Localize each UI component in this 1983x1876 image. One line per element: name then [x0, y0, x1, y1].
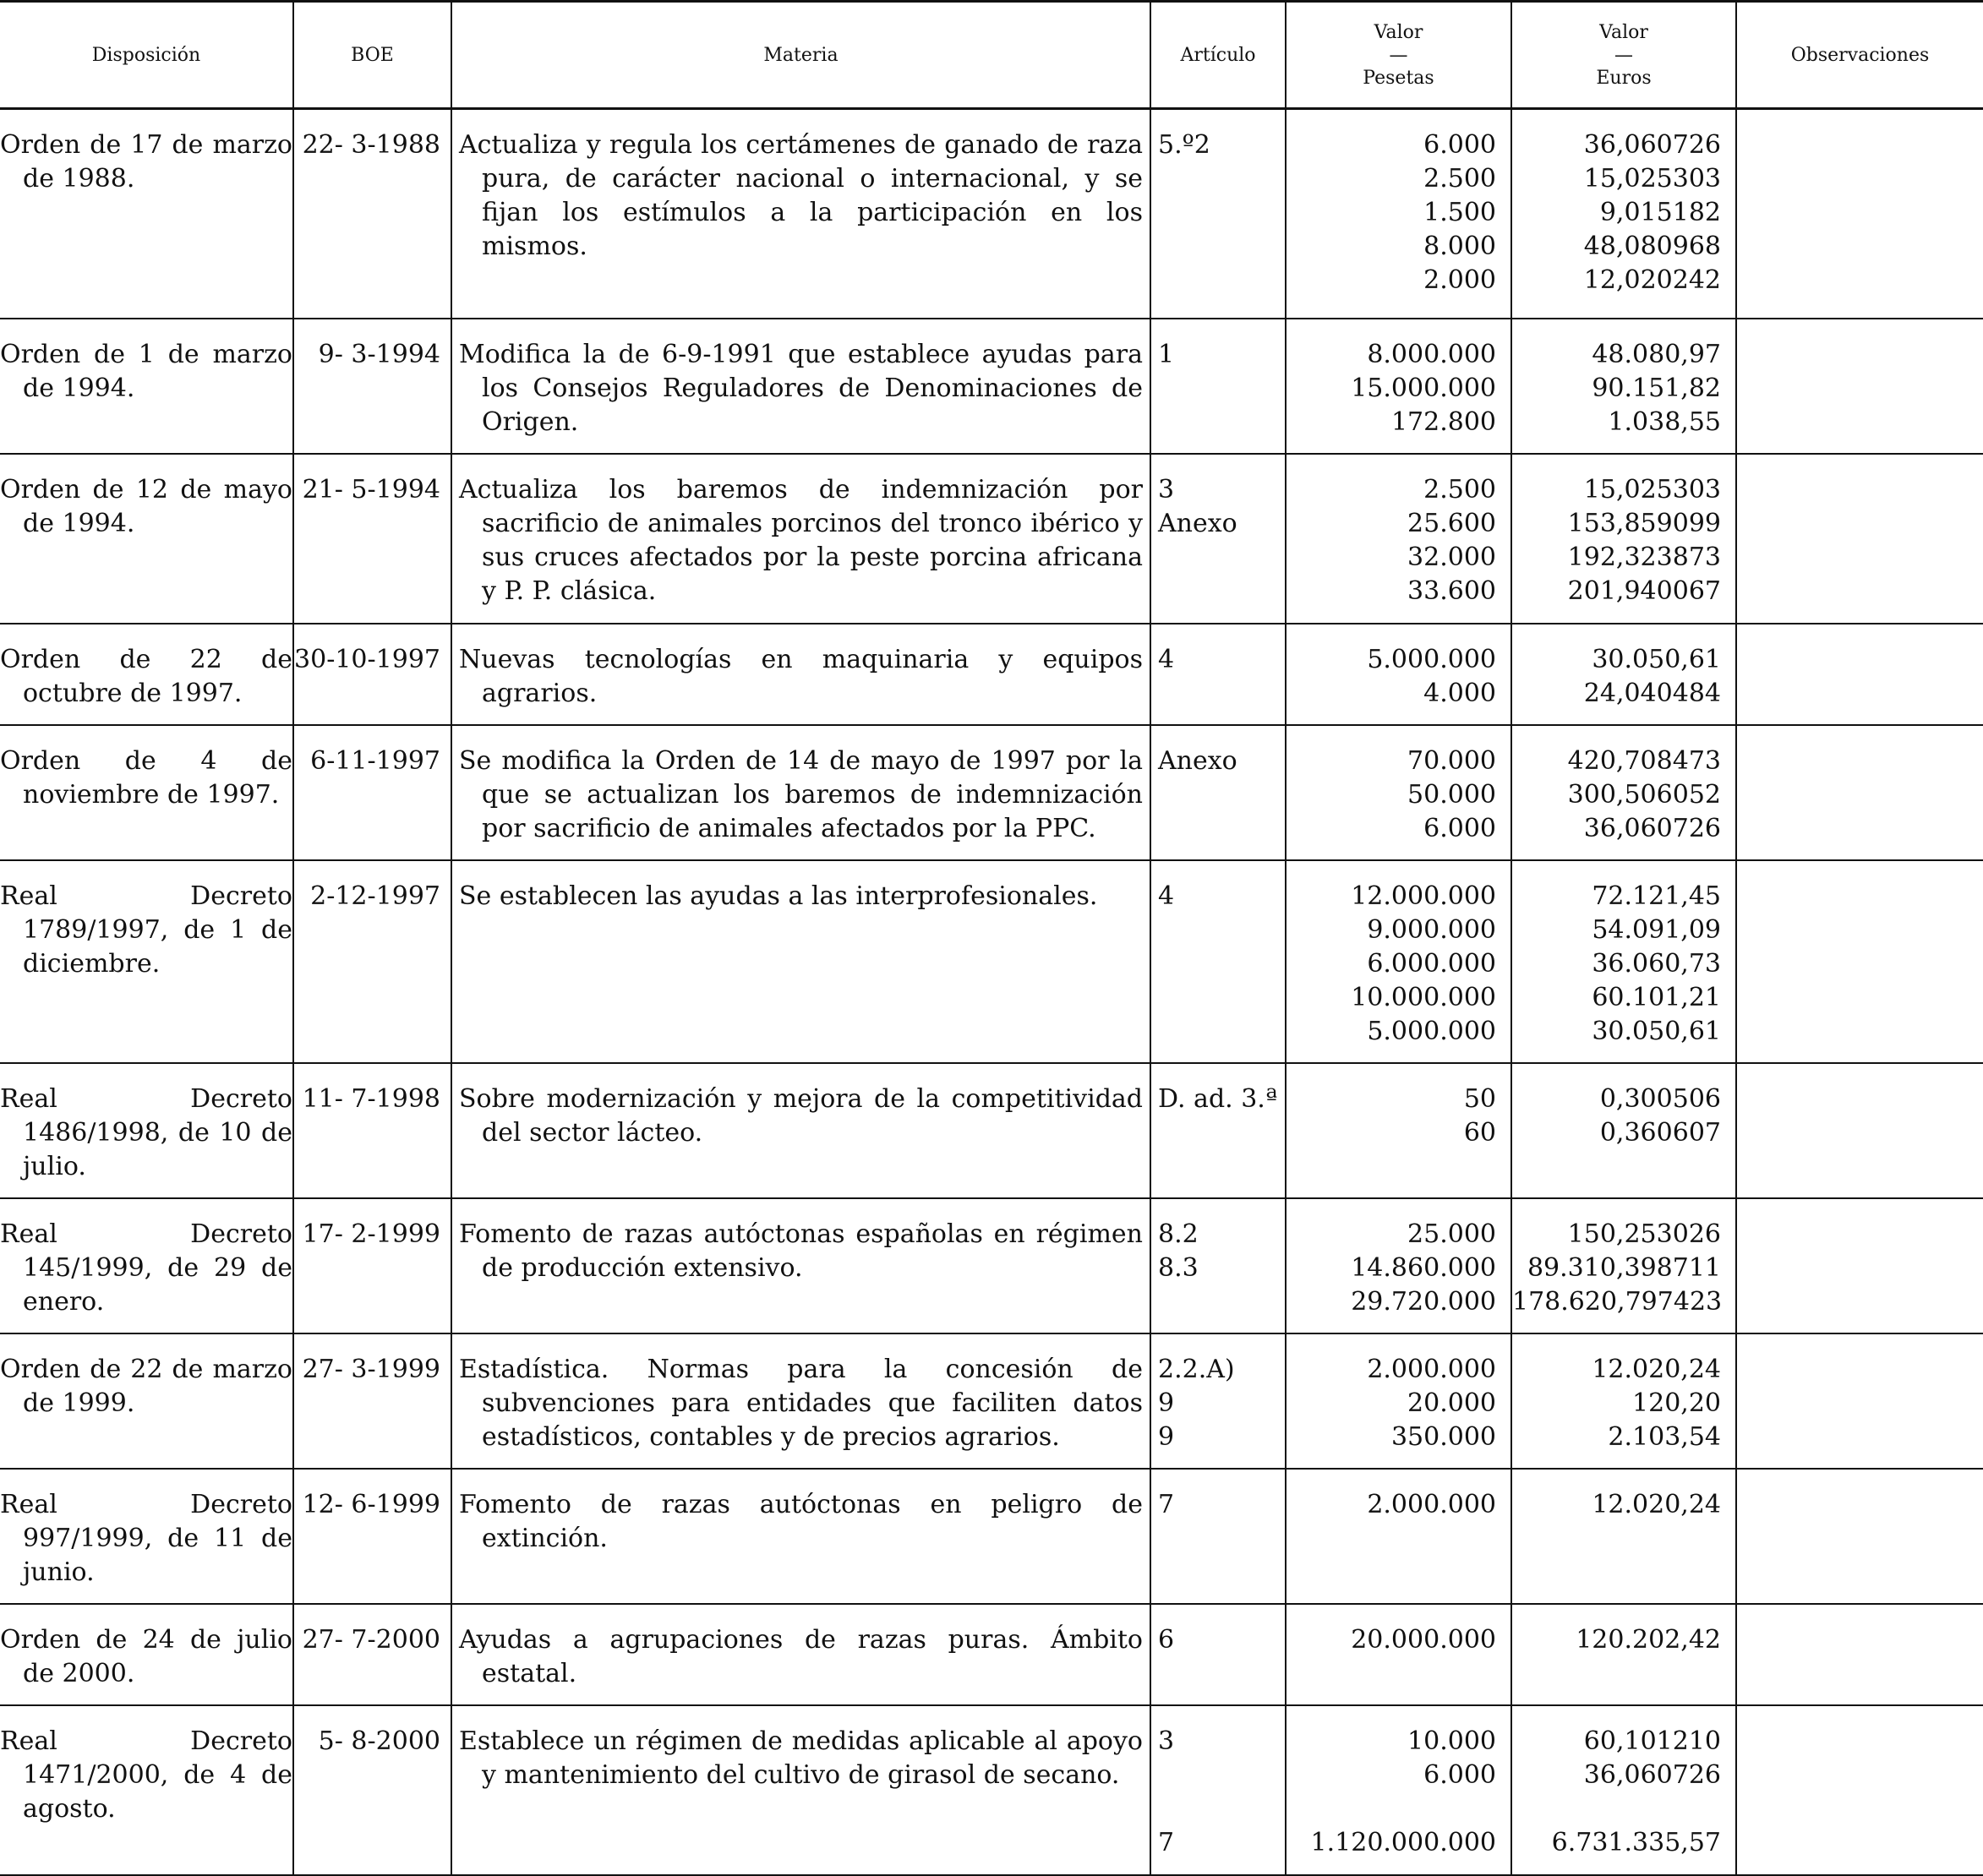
- pesetas-value: 1.120.000.000: [1310, 1827, 1496, 1857]
- euros-value: 60,101210: [1583, 1726, 1721, 1756]
- pesetas-value: 5.000.000: [1367, 1016, 1496, 1046]
- materia-text: Ayudas a agrupaciones de razas puras. Ámbito estatal.: [459, 1624, 1143, 1688]
- pesetas-value: 33.600: [1407, 575, 1496, 606]
- materia-text: Se modifica la Orden de 14 de mayo de 1997 por la que se actualizan los baremos de indemnización por sacrificio de animales afectados por la PPC.: [459, 745, 1143, 843]
- cell-valor-pesetas: [1286, 1063, 1511, 1198]
- cell-articulo: [1150, 624, 1286, 725]
- cell-boe: 22- 3-1988: [293, 109, 451, 319]
- header-valor-euros-line: Valor: [1599, 21, 1648, 43]
- cell-articulo: [1150, 1705, 1286, 1875]
- pesetas-value: 12.000.000: [1351, 881, 1496, 911]
- cell-valor-pesetas: [1286, 1705, 1511, 1875]
- euros-value: 150,253026: [1567, 1219, 1721, 1249]
- table-row: [0, 1604, 1983, 1705]
- cell-disposicion: [0, 1198, 293, 1333]
- pesetas-value: [1286, 1792, 1496, 1826]
- materia-text: Actualiza y regula los certámenes de ganado de raza pura, de carácter nacional o internacional, y se fijan los estímulos a la participación en los mismos.: [459, 130, 1143, 261]
- cell-boe: 17- 2-1999: [293, 1198, 451, 1333]
- euros-value: 72.121,45: [1592, 881, 1721, 911]
- euros-value: 153,859099: [1567, 508, 1721, 538]
- euros-value: 36,060726: [1583, 813, 1721, 843]
- cell-valor-pesetas: [1286, 1333, 1511, 1469]
- cell-materia: [451, 454, 1150, 624]
- euros-value: 48.080,97: [1592, 339, 1721, 369]
- materia-text: Fomento de razas autóctonas españolas en régimen de producción extensivo.: [459, 1219, 1143, 1283]
- euros-value: 15,025303: [1583, 164, 1721, 194]
- cell-materia: [451, 725, 1150, 860]
- pesetas-value: 70.000: [1407, 745, 1496, 776]
- cell-boe: 11- 7-1998: [293, 1063, 451, 1198]
- materia-text: Modifica la de 6-9-1991 que establece ayudas para los Consejos Reguladores de Denominaciones de Origen.: [459, 339, 1143, 437]
- pesetas-value: 6.000.000: [1367, 948, 1496, 979]
- euros-value: [1512, 1792, 1721, 1826]
- cell-boe: 12- 6-1999: [293, 1469, 451, 1604]
- cell-valor-euros: [1511, 624, 1736, 725]
- articulo-value: Anexo: [1158, 508, 1237, 538]
- cell-valor-pesetas: [1286, 454, 1511, 624]
- cell-valor-euros: [1511, 319, 1736, 454]
- table-row: [0, 725, 1983, 860]
- pesetas-value: 50: [1463, 1083, 1496, 1114]
- euros-value: 60.101,21: [1592, 982, 1721, 1012]
- cell-disposicion: [0, 1469, 293, 1604]
- header-valor-euros-line: —: [1614, 44, 1633, 66]
- pesetas-value: 15.000.000: [1351, 373, 1496, 403]
- header-valor-pesetas: [1286, 2, 1511, 109]
- cell-materia: [451, 319, 1150, 454]
- disposicion-text: Real Decreto 1789/1997, de 1 de diciembre.: [0, 881, 292, 979]
- cell-valor-euros: [1511, 1333, 1736, 1469]
- pesetas-value: 14.860.000: [1351, 1252, 1496, 1283]
- articulo-value: [1158, 1759, 1285, 1792]
- articulo-value: 5.º2: [1158, 130, 1210, 160]
- pesetas-value: 350.000: [1390, 1421, 1496, 1452]
- cell-disposicion: [0, 624, 293, 725]
- cell-observaciones: [1736, 1063, 1983, 1198]
- pesetas-value: 5.000.000: [1367, 644, 1496, 674]
- disposicion-text: Orden de 24 de julio de 2000.: [0, 1624, 292, 1688]
- materia-text: Fomento de razas autóctonas en peligro de extinción.: [459, 1489, 1143, 1553]
- euros-value: 15,025303: [1583, 474, 1721, 504]
- cell-articulo: [1150, 1063, 1286, 1198]
- cell-disposicion: [0, 860, 293, 1063]
- pesetas-value: 8.000: [1423, 232, 1496, 261]
- euros-value: 201,940067: [1567, 575, 1721, 606]
- table-row: [0, 1198, 1983, 1333]
- disposicion-text: Real Decreto 1471/2000, de 4 de agosto.: [0, 1726, 292, 1824]
- cell-boe: 6-11-1997: [293, 725, 451, 860]
- cell-valor-pesetas: [1286, 1604, 1511, 1705]
- cell-boe: 27- 7-2000: [293, 1604, 451, 1705]
- table-row: [0, 109, 1983, 319]
- articulo-value: 9: [1158, 1421, 1175, 1452]
- table-row: [0, 1063, 1983, 1198]
- articulo-value: 9: [1158, 1388, 1175, 1418]
- euros-value: 9,015182: [1599, 198, 1721, 227]
- cell-observaciones: [1736, 860, 1983, 1063]
- materia-text: Sobre modernización y mejora de la competitividad del sector lácteo.: [459, 1083, 1143, 1148]
- cell-observaciones: [1736, 725, 1983, 860]
- euros-value: 120.202,42: [1576, 1624, 1721, 1655]
- articulo-value: 7: [1158, 1489, 1175, 1519]
- euros-value: 48,080968: [1583, 232, 1721, 261]
- materia-text: Nuevas tecnologías en maquinaria y equipos agrarios.: [459, 644, 1143, 708]
- articulo-value: 3: [1158, 474, 1175, 504]
- pesetas-value: 2.000.000: [1367, 1354, 1496, 1384]
- header-disposicion: Disposición: [0, 2, 293, 109]
- articulo-value: 1: [1158, 339, 1175, 369]
- cell-disposicion: [0, 1705, 293, 1875]
- cell-materia: [451, 1063, 1150, 1198]
- pesetas-value: 6.000: [1423, 1759, 1496, 1790]
- euros-value: 2.103,54: [1608, 1421, 1721, 1452]
- cell-articulo: [1150, 860, 1286, 1063]
- cell-materia: [451, 109, 1150, 319]
- cell-observaciones: [1736, 109, 1983, 319]
- euros-value: 300,506052: [1567, 779, 1721, 810]
- disposicion-text: Orden de 4 de noviembre de 1997.: [0, 745, 292, 810]
- disposicion-text: Orden de 1 de marzo de 1994.: [0, 339, 292, 403]
- cell-observaciones: [1736, 1333, 1983, 1469]
- table-row: [0, 1469, 1983, 1604]
- cell-valor-pesetas: [1286, 319, 1511, 454]
- cell-boe: 30-10-1997: [293, 624, 451, 725]
- cell-observaciones: [1736, 1604, 1983, 1705]
- pesetas-value: 10.000: [1407, 1726, 1496, 1756]
- table-row: [0, 319, 1983, 454]
- header-valor-euros: [1511, 2, 1736, 109]
- header-materia: Materia: [451, 2, 1150, 109]
- cell-materia: [451, 1198, 1150, 1333]
- cell-articulo: [1150, 1198, 1286, 1333]
- euros-value: 178.620,797423: [1512, 1286, 1723, 1317]
- cell-disposicion: [0, 1333, 293, 1469]
- cell-disposicion: [0, 454, 293, 624]
- table-row: [0, 454, 1983, 624]
- articulo-value: 3: [1158, 1726, 1175, 1756]
- table-row: [0, 624, 1983, 725]
- disposicion-text: Real Decreto 145/1999, de 29 de enero.: [0, 1219, 292, 1317]
- cell-materia: [451, 1705, 1150, 1875]
- table-row: [0, 1333, 1983, 1469]
- pesetas-value: 1.500: [1423, 198, 1496, 227]
- euros-value: 12,020242: [1583, 265, 1721, 295]
- cell-valor-euros: [1511, 1469, 1736, 1604]
- euros-value: 12.020,24: [1592, 1354, 1721, 1384]
- cell-valor-euros: [1511, 1604, 1736, 1705]
- articulo-value: [1158, 1792, 1285, 1826]
- articulo-value: 8.2: [1158, 1219, 1199, 1249]
- cell-articulo: [1150, 725, 1286, 860]
- materia-text: Actualiza los baremos de indemnización por sacrificio de animales porcinos del tronco ibérico y sus cruces afectados por la peste porcina africana y P. P. clásica.: [459, 474, 1143, 606]
- table-row: [0, 860, 1983, 1063]
- cell-valor-pesetas: [1286, 624, 1511, 725]
- cell-articulo: [1150, 454, 1286, 624]
- articulo-value: 8.3: [1158, 1252, 1199, 1283]
- cell-valor-euros: [1511, 860, 1736, 1063]
- pesetas-value: 2.500: [1423, 164, 1496, 194]
- cell-articulo: [1150, 1469, 1286, 1604]
- cell-disposicion: [0, 1604, 293, 1705]
- cell-valor-euros: [1511, 1198, 1736, 1333]
- cell-observaciones: [1736, 624, 1983, 725]
- cell-disposicion: [0, 1063, 293, 1198]
- cell-valor-euros: [1511, 109, 1736, 319]
- cell-observaciones: [1736, 1469, 1983, 1604]
- cell-materia: [451, 1604, 1150, 1705]
- euros-value: 30.050,61: [1592, 644, 1721, 674]
- table-row: [0, 1705, 1983, 1875]
- cell-boe: 2-12-1997: [293, 860, 451, 1063]
- header-valor-pesetas-line: Valor: [1374, 21, 1423, 43]
- euros-value: 36,060726: [1583, 130, 1721, 160]
- cell-valor-pesetas: [1286, 725, 1511, 860]
- cell-boe: 27- 3-1999: [293, 1333, 451, 1469]
- cell-valor-pesetas: [1286, 1469, 1511, 1604]
- articulo-value: 4: [1158, 881, 1175, 911]
- euros-value: 90.151,82: [1592, 373, 1721, 403]
- cell-articulo: [1150, 109, 1286, 319]
- euros-value: 0,360607: [1599, 1117, 1721, 1148]
- header-articulo: Artículo: [1150, 2, 1286, 109]
- pesetas-value: 25.600: [1407, 508, 1496, 538]
- cell-valor-pesetas: [1286, 109, 1511, 319]
- euros-value: 420,708473: [1567, 745, 1721, 776]
- cell-articulo: [1150, 1604, 1286, 1705]
- materia-text: Se establecen las ayudas a las interprofesionales.: [459, 881, 1098, 911]
- cell-articulo: [1150, 1333, 1286, 1469]
- cell-valor-euros: [1511, 454, 1736, 624]
- pesetas-value: 8.000.000: [1367, 339, 1496, 369]
- disposicion-text: Orden de 22 de octubre de 1997.: [0, 644, 292, 708]
- euros-value: 12.020,24: [1592, 1489, 1721, 1519]
- pesetas-value: 20.000.000: [1351, 1624, 1496, 1655]
- disposicion-text: Orden de 12 de mayo de 1994.: [0, 474, 292, 538]
- cell-observaciones: [1736, 1198, 1983, 1333]
- cell-observaciones: [1736, 319, 1983, 454]
- euros-value: 0,300506: [1599, 1083, 1721, 1114]
- euros-value: 89.310,398711: [1527, 1252, 1721, 1283]
- pesetas-value: 10.000.000: [1351, 982, 1496, 1012]
- cell-boe: 21- 5-1994: [293, 454, 451, 624]
- articulo-value: 2.2.A): [1158, 1354, 1235, 1384]
- table-body: [0, 109, 1983, 1875]
- header-observaciones: Observaciones: [1736, 2, 1983, 109]
- cell-disposicion: [0, 725, 293, 860]
- cell-disposicion: [0, 319, 293, 454]
- pesetas-value: 60: [1463, 1117, 1496, 1148]
- cell-materia: [451, 624, 1150, 725]
- pesetas-value: 9.000.000: [1367, 914, 1496, 945]
- pesetas-value: 2.000.000: [1367, 1489, 1496, 1519]
- articulo-value: Anexo: [1158, 745, 1237, 776]
- disposicion-text: Real Decreto 1486/1998, de 10 de julio.: [0, 1083, 292, 1181]
- cell-observaciones: [1736, 454, 1983, 624]
- cell-valor-pesetas: [1286, 860, 1511, 1063]
- header-row: [0, 2, 1983, 109]
- materia-text: Establece un régimen de medidas aplicable al apoyo y mantenimiento del cultivo de girasol de secano.: [459, 1726, 1143, 1790]
- pesetas-value: 6.000: [1423, 130, 1496, 160]
- pesetas-value: 20.000: [1407, 1388, 1496, 1418]
- cell-valor-euros: [1511, 1705, 1736, 1875]
- cell-disposicion: [0, 109, 293, 319]
- articulo-value: D. ad. 3.ª: [1158, 1083, 1278, 1114]
- euros-value: 192,323873: [1567, 542, 1721, 572]
- euros-value: 36,060726: [1583, 1759, 1721, 1790]
- cell-valor-pesetas: [1286, 1198, 1511, 1333]
- pesetas-value: 172.800: [1390, 406, 1496, 437]
- pesetas-value: 2.500: [1423, 474, 1496, 504]
- euros-value: 54.091,09: [1592, 914, 1721, 945]
- cell-valor-euros: [1511, 725, 1736, 860]
- header-valor-euros-line: Euros: [1596, 67, 1652, 89]
- euros-value: 1.038,55: [1608, 406, 1721, 437]
- disposicion-text: Real Decreto 997/1999, de 11 de junio.: [0, 1489, 292, 1587]
- materia-text: Estadística. Normas para la concesión de subvenciones para entidades que faciliten datos estadísticos, contables y de precios agrarios.: [459, 1354, 1143, 1452]
- articulo-value: 4: [1158, 644, 1175, 674]
- articulo-value: 6: [1158, 1624, 1175, 1655]
- pesetas-value: 25.000: [1407, 1219, 1496, 1249]
- pesetas-value: 4.000: [1423, 678, 1496, 708]
- header-boe: BOE: [293, 2, 451, 109]
- disposicion-text: Orden de 22 de marzo de 1999.: [0, 1354, 292, 1418]
- cell-materia: [451, 1469, 1150, 1604]
- pesetas-value: 32.000: [1407, 542, 1496, 572]
- pesetas-value: 50.000: [1407, 779, 1496, 810]
- pesetas-value: 29.720.000: [1351, 1286, 1496, 1317]
- pesetas-value: 2.000: [1423, 265, 1496, 295]
- header-valor-pesetas-line: Pesetas: [1363, 67, 1434, 89]
- euros-value: 30.050,61: [1592, 1016, 1721, 1046]
- cell-valor-euros: [1511, 1063, 1736, 1198]
- disposicion-text: Orden de 17 de marzo de 1988.: [0, 130, 292, 194]
- pesetas-value: 6.000: [1423, 813, 1496, 843]
- euros-value: 24,040484: [1583, 678, 1721, 708]
- header-valor-pesetas-line: —: [1389, 44, 1408, 66]
- euros-value: 36.060,73: [1592, 948, 1721, 979]
- articulo-value: 7: [1158, 1827, 1175, 1857]
- cell-observaciones: [1736, 1705, 1983, 1875]
- cell-materia: [451, 1333, 1150, 1469]
- cell-boe: 9- 3-1994: [293, 319, 451, 454]
- cell-articulo: [1150, 319, 1286, 454]
- cell-materia: [451, 860, 1150, 1063]
- cell-boe: 5- 8-2000: [293, 1705, 451, 1875]
- euros-value: 120,20: [1632, 1388, 1721, 1418]
- euros-value: 6.731.335,57: [1551, 1827, 1721, 1857]
